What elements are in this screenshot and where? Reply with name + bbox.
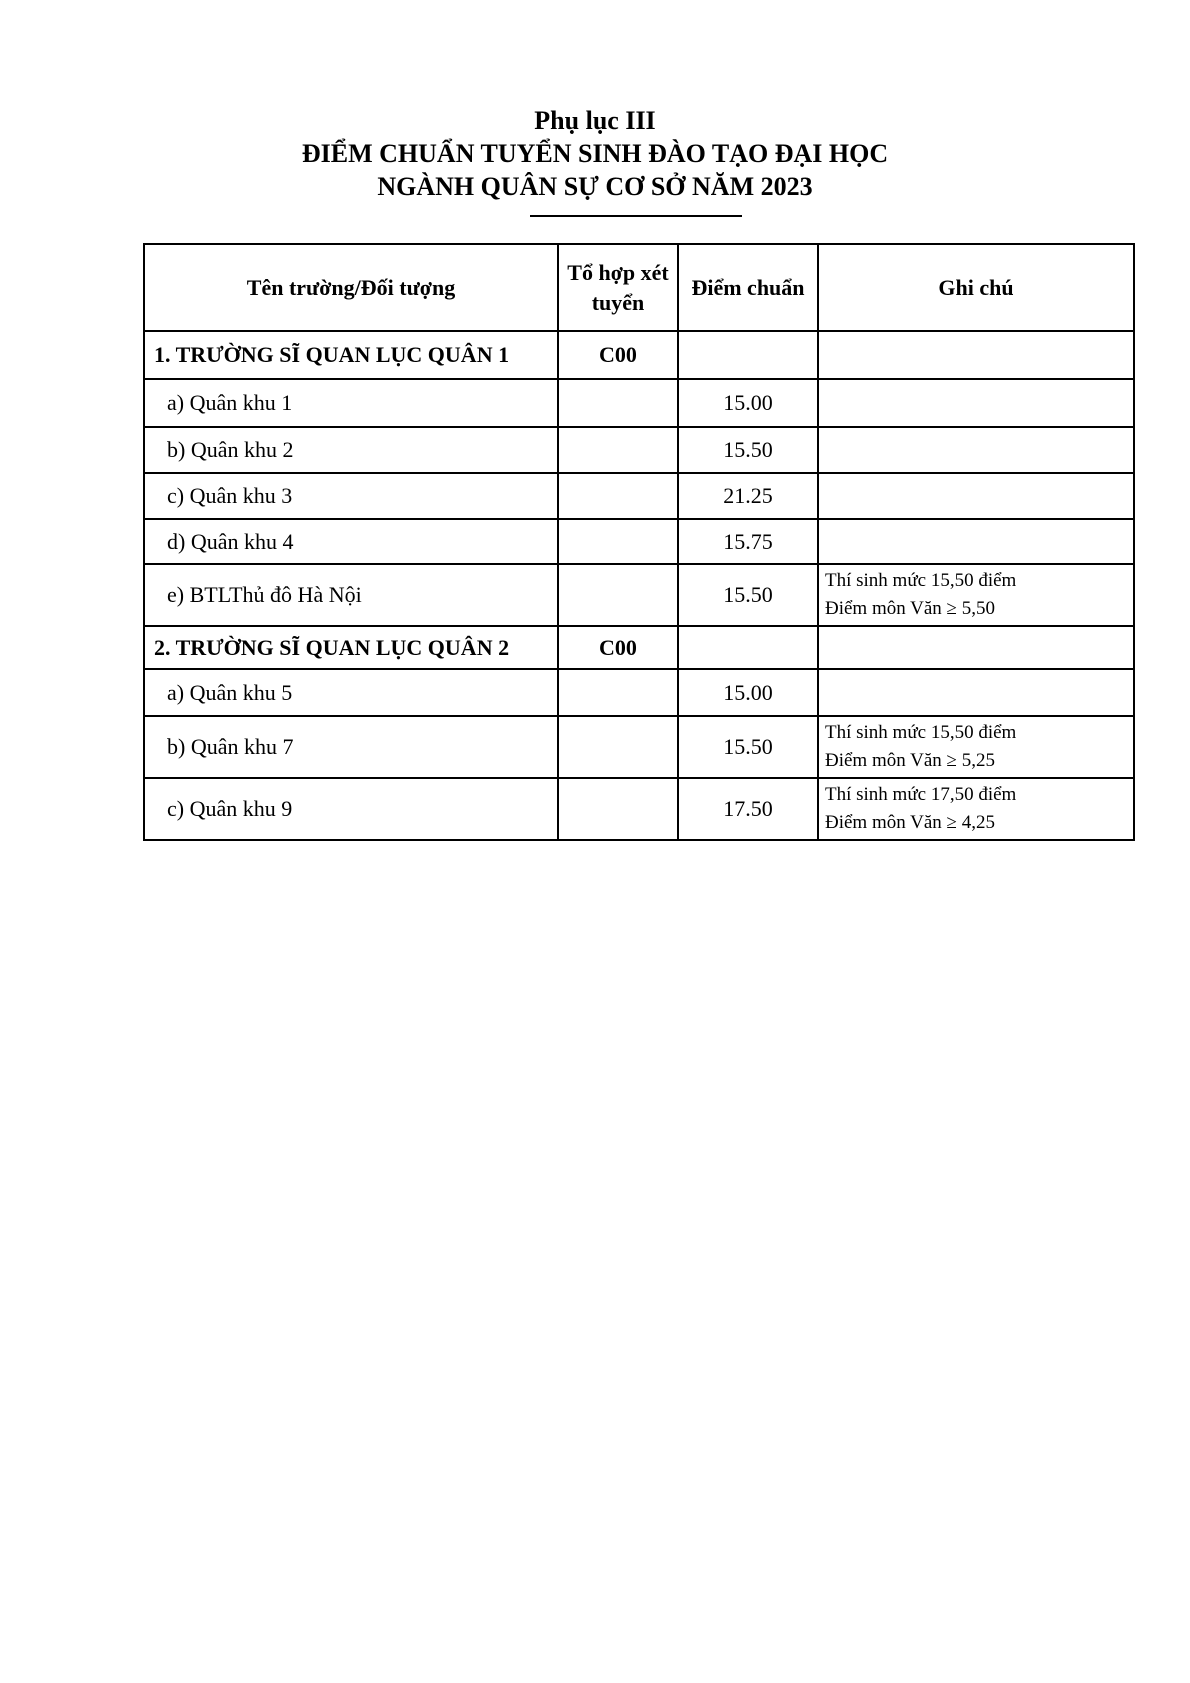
row-combo: C00 (558, 626, 678, 669)
row-note (818, 519, 1134, 564)
row-combo (558, 519, 678, 564)
title-underline (530, 215, 742, 217)
document-title-line-1: ĐIỂM CHUẨN TUYỂN SINH ĐÀO TẠO ĐẠI HỌC (301, 139, 889, 168)
table-row-quan-khu-7 (144, 716, 1134, 778)
row-label: c) Quân khu 9 (144, 778, 558, 840)
note-line: Điểm môn Văn ≥ 4,25 (825, 812, 995, 833)
row-combo (558, 427, 678, 473)
row-note (818, 379, 1134, 427)
row-label: a) Quân khu 1 (144, 379, 558, 427)
table-row-btl-thu-do-ha-noi (144, 564, 1134, 626)
row-note (818, 331, 1134, 379)
row-label: e) BTLThủ đô Hà Nội (144, 564, 558, 626)
column-header-score: Điểm chuẩn (678, 244, 818, 331)
table-row-quan-khu-5 (144, 669, 1134, 716)
row-score: 21.25 (678, 473, 818, 519)
row-combo (558, 564, 678, 626)
row-label: 1. TRƯỜNG SĨ QUAN LỤC QUÂN 1 (144, 331, 558, 379)
row-label: 2. TRƯỜNG SĨ QUAN LỤC QUÂN 2 (144, 626, 558, 669)
row-note (818, 473, 1134, 519)
table-row-quan-khu-4 (144, 519, 1134, 564)
row-label: c) Quân khu 3 (144, 473, 558, 519)
row-score: 17.50 (678, 778, 818, 840)
document-title-line-2: NGÀNH QUÂN SỰ CƠ SỞ NĂM 2023 (377, 172, 813, 201)
row-label: d) Quân khu 4 (144, 519, 558, 564)
row-score (678, 331, 818, 379)
note-line: Điểm môn Văn ≥ 5,25 (825, 750, 995, 771)
row-combo (558, 473, 678, 519)
note-line: Thí sinh mức 17,50 điểm (825, 784, 1017, 805)
row-note (818, 427, 1134, 473)
row-label: b) Quân khu 7 (144, 716, 558, 778)
column-header-note: Ghi chú (818, 244, 1134, 331)
note-line: Thí sinh mức 15,50 điểm (825, 570, 1017, 591)
column-header-combo: Tổ hợp xét tuyển (558, 244, 678, 331)
table-row-quan-khu-9 (144, 778, 1134, 840)
row-score: 15.00 (678, 669, 818, 716)
table-row-quan-khu-2 (144, 427, 1134, 473)
row-combo (558, 379, 678, 427)
row-note (818, 716, 1134, 778)
row-score: 15.50 (678, 427, 818, 473)
row-note (818, 669, 1134, 716)
row-label: b) Quân khu 2 (144, 427, 558, 473)
row-score: 15.50 (678, 564, 818, 626)
row-combo (558, 716, 678, 778)
table-row-quan-khu-1 (144, 379, 1134, 427)
note-line: Điểm môn Văn ≥ 5,50 (825, 598, 995, 619)
row-note (818, 778, 1134, 840)
row-note (818, 626, 1134, 669)
table-row-section-2 (144, 626, 1134, 669)
row-score: 15.00 (678, 379, 818, 427)
appendix-label: Phụ lục III (534, 106, 656, 135)
document-title-block (0, 104, 1190, 203)
row-combo (558, 778, 678, 840)
table-header-row (144, 244, 1134, 331)
row-note (818, 564, 1134, 626)
row-score (678, 626, 818, 669)
row-combo: C00 (558, 331, 678, 379)
row-label: a) Quân khu 5 (144, 669, 558, 716)
note-line: Thí sinh mức 15,50 điểm (825, 722, 1017, 743)
admission-score-table (143, 243, 1135, 841)
table-row-quan-khu-3 (144, 473, 1134, 519)
row-score: 15.50 (678, 716, 818, 778)
column-header-school: Tên trường/Đối tượng (144, 244, 558, 331)
table-row-section-1 (144, 331, 1134, 379)
row-score: 15.75 (678, 519, 818, 564)
row-combo (558, 669, 678, 716)
